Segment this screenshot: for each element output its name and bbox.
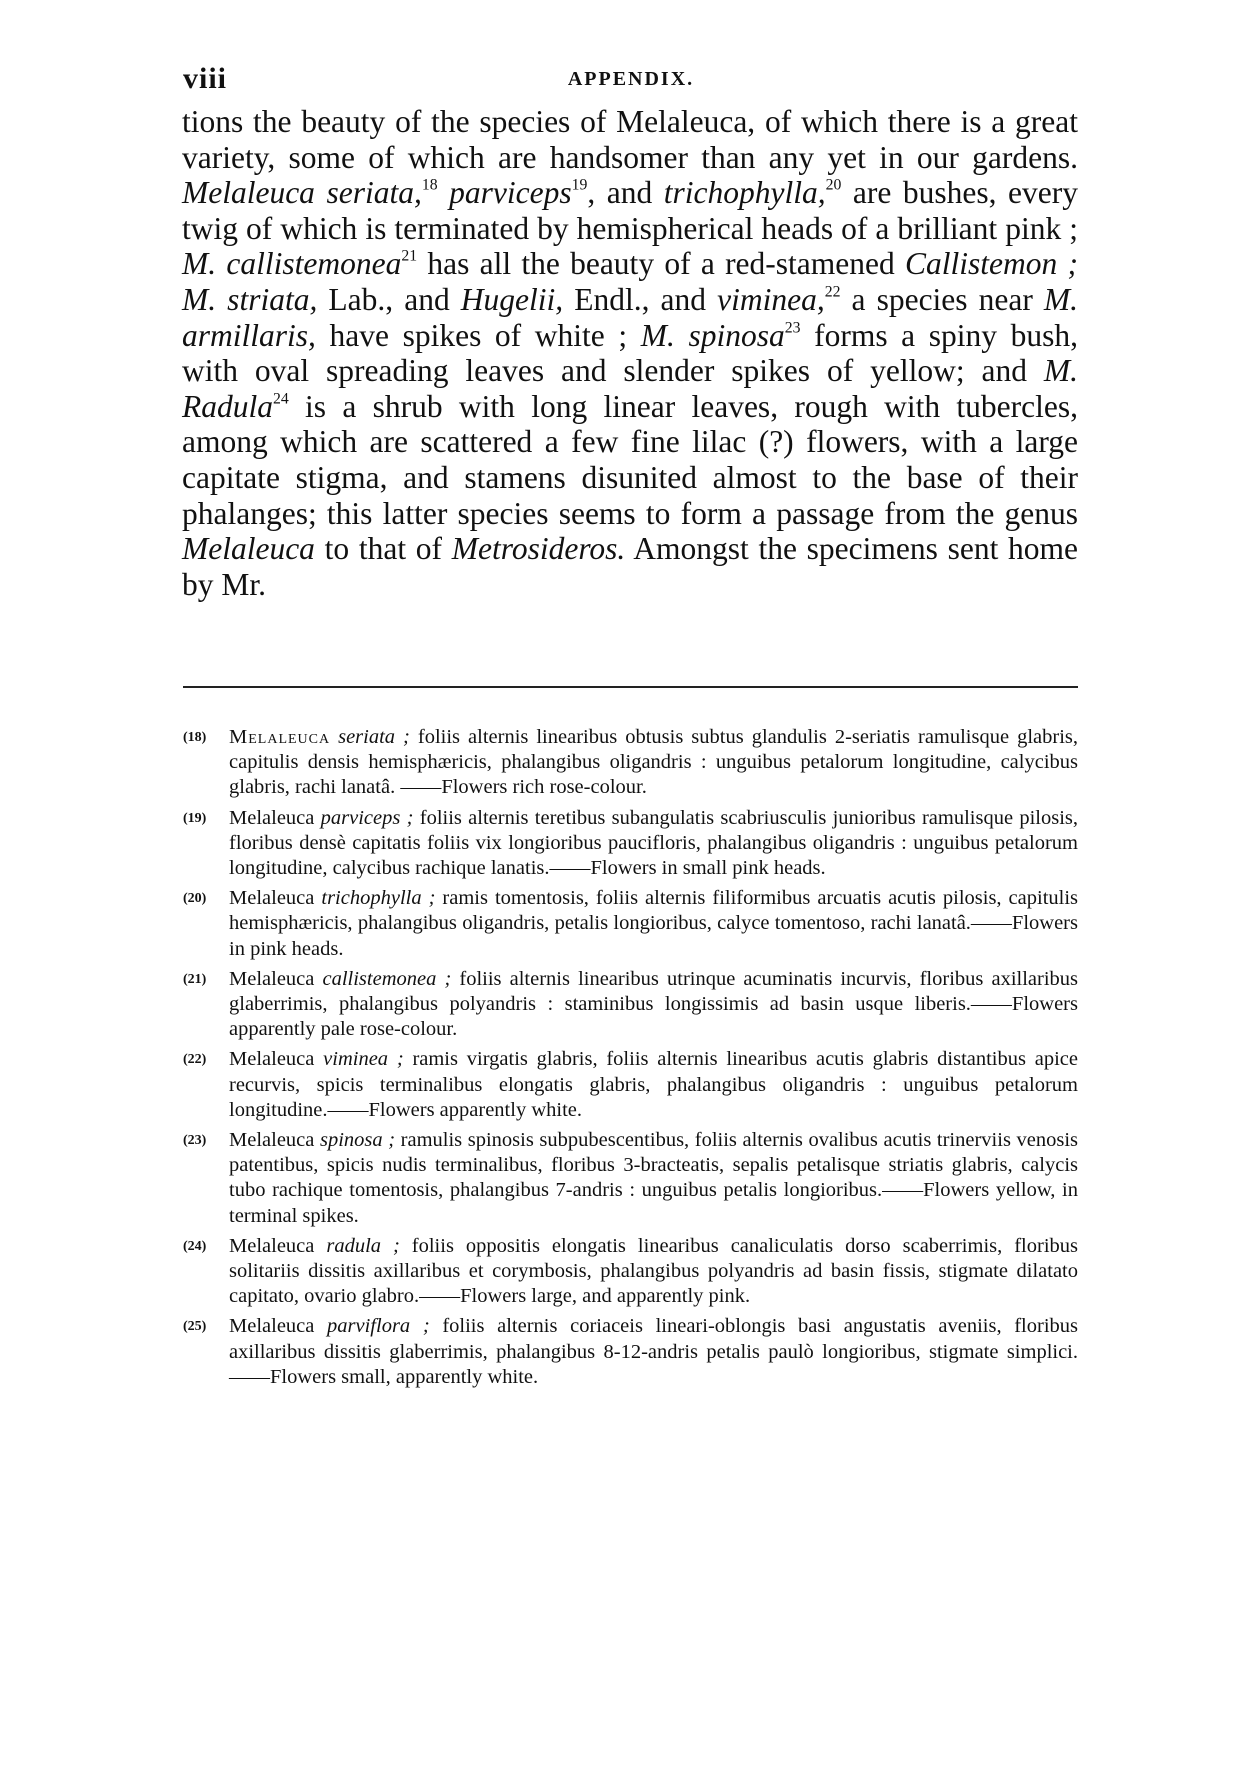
footnote-species: radula ; [326, 1234, 400, 1257]
footnote-text: ramulis spinosis subpubescentibus, foliis alternis ovalibus acutis trinerviis venosis patentibus, spicis nudis terminalibus, floribus 3-bracteatis, sepalis petalisque striatis glabris, calycis tubo rachique tomentosis, phalangibus 7-andris : unguibus petalis longioribus.——Flowers yellow, in terminal spikes. [229, 1129, 1079, 1227]
footnote-genus: Melaleuca [229, 1315, 315, 1338]
running-head-title: APPENDIX. [567, 68, 695, 90]
taxon-name: M. callistemonea [182, 246, 402, 282]
text-run: are bushes, every twig of which is terminated by hemispherical heads of a brilliant pink ; [182, 175, 1078, 246]
footnote-divider [183, 686, 1078, 688]
taxon-name: viminea, [717, 281, 825, 317]
footnote [183, 1314, 1078, 1390]
footnote-genus: Melaleuca [229, 887, 315, 910]
footnote-species: parviceps ; [320, 806, 414, 829]
footnote [183, 967, 1078, 1043]
taxon-name: M. spinosa [640, 317, 785, 353]
footnote-text: ramis tomentosis, foliis alternis filiformibus arcuatis acutis pilosis, capitulis hemisphæricis, phalangibus oligandris, petalis longioribus, calyce tomentoso, rachi lanatâ.——Flowers in pink heads. [229, 887, 1079, 960]
footnote-ref: 18 [421, 176, 438, 194]
footnote [183, 1128, 1078, 1229]
footnote-text: foliis alternis teretibus subangulatis scabriusculis junioribus ramulisque pilosis, floribus densè capitatis foliis vix longioribus paucifloris, phalangibus oligandris : unguibus petalorum longitudine, calycibus rachique lanatis.——Flowers in small pink heads. [229, 806, 1079, 880]
footnote-number: (21) [183, 971, 207, 987]
footnote-species: parviflora ; [327, 1315, 430, 1338]
footnote-ref: 19 [571, 176, 588, 194]
text-run: tions the beauty of the species of Melaleuca, of which there is a great variety, some of which are handsomer than any yet in our gardens. [182, 104, 1078, 175]
footnote [183, 886, 1078, 962]
footnote-genus: Melaleuca [229, 967, 315, 990]
footnote-text: foliis alternis coriaceis lineari-oblongis basi angustatis aveniis, floribus axillaribus dissitis glaberrimis, phalangibus 8-12-andris petalis paulò longioribus, stigmate simplici.——Flowers small, apparently white. [229, 1315, 1078, 1388]
footnote-genus: Melaleuca [229, 806, 315, 829]
footnote-ref: 21 [401, 248, 418, 265]
footnote-genus: Melaleuca [229, 1048, 315, 1071]
page-number: viii [183, 62, 228, 95]
taxon-name: M. armillaris, [182, 281, 1079, 353]
footnote-genus: Melaleuca [229, 726, 331, 748]
footnote-number: (18) [183, 730, 207, 745]
text-run: Lab., and [328, 281, 450, 317]
running-head [183, 62, 1079, 102]
taxon-name: M. Radula [182, 353, 1078, 424]
footnote-text: foliis oppositis elongatis linearibus canaliculatis dorso scaberrimis, floribus solitariis dissitis axillaribus et corymbosis, phalangibus polyandris ad basin fissis, stigmate dilatato capitato, ovario glabro.——Flowers large, and apparently pink. [229, 1234, 1078, 1308]
taxon-name: Metrosideros. [451, 531, 626, 567]
footnote-number: (22) [183, 1052, 207, 1068]
footnote-number: (25) [183, 1319, 207, 1335]
footnote-genus: Melaleuca [229, 1129, 315, 1152]
footnote-number: (24) [183, 1238, 207, 1254]
text-run: a species near [851, 281, 1033, 317]
taxon-name: Hugelii, [460, 281, 564, 317]
text-run: forms a spiny bush, with oval spreading leaves and slender spikes of yellow; and [182, 317, 1079, 389]
footnote [183, 1047, 1078, 1123]
footnote-species: trichophylla ; [321, 887, 436, 910]
taxon-name: Melaleuca [182, 531, 315, 567]
main-text [182, 104, 1078, 602]
footnote-ref: 22 [824, 283, 841, 301]
footnote-number: (19) [183, 810, 207, 826]
footnote-ref: 23 [784, 319, 801, 337]
taxon-name: Melaleuca seriata, [182, 175, 422, 211]
text-run: , and [587, 175, 653, 211]
footnote-text: ramis virgatis glabris, foliis alternis linearibus acutis glabris distantibus apice recurvis, spicis terminalibus elongatis glabris, phalangibus oligandris : unguibus petalorum longitudine.——Flowers apparently white. [229, 1048, 1079, 1121]
text-run: has all the beauty of a red-stamened [427, 246, 895, 282]
footnote-ref: 20 [825, 176, 842, 194]
footnote-ref: 24 [273, 390, 289, 408]
footnote-species: callistemonea ; [322, 967, 452, 990]
footnote-genus: Melaleuca [229, 1234, 315, 1257]
footnote-species: viminea ; [323, 1048, 404, 1071]
taxon-name: parviceps [449, 175, 572, 211]
footnote [183, 1234, 1078, 1310]
taxon-name: trichophylla, [663, 175, 826, 211]
footnote-number: (20) [183, 891, 207, 907]
footnotes [183, 725, 1078, 1395]
footnote-text: foliis alternis linearibus obtusis subtus glandulis 2-seriatis ramulisque glabris, capitulis densis hemisphæricis, phalangibus oligandris : unguibus petalorum longitudine, calycibus glabris, rachi lanatâ. ——Flowers rich rose-colour. [229, 726, 1078, 799]
text-run: is a shrub with long linear leaves, rough with tubercles, among which are scattered a few fine lilac (?) flowers, with a large capitate stigma, and stamens disunited almost to the base of their phalanges; this latter species seems to form a passage from the genus [182, 388, 1079, 531]
taxon-name: Callistemon ; M. striata, [182, 246, 1079, 317]
footnote-text: foliis alternis linearibus utrinque acuminatis incurvis, floribus axillaribus glaberrimis, phalangibus polyandris : staminibus longissimis ad basin usque liberis.——Flowers apparently pale rose-colour. [229, 967, 1079, 1041]
footnote-number: (23) [183, 1133, 207, 1149]
footnote-species: spinosa ; [319, 1129, 396, 1152]
text-run: have spikes of white ; [329, 317, 628, 353]
footnote-species: seriata ; [338, 726, 410, 748]
text-run: Endl., and [574, 281, 707, 317]
footnote [183, 725, 1078, 801]
footnote [183, 806, 1078, 882]
text-run: to that of [324, 531, 443, 567]
text-run: Amongst the specimens sent home by Mr. [182, 531, 1079, 602]
